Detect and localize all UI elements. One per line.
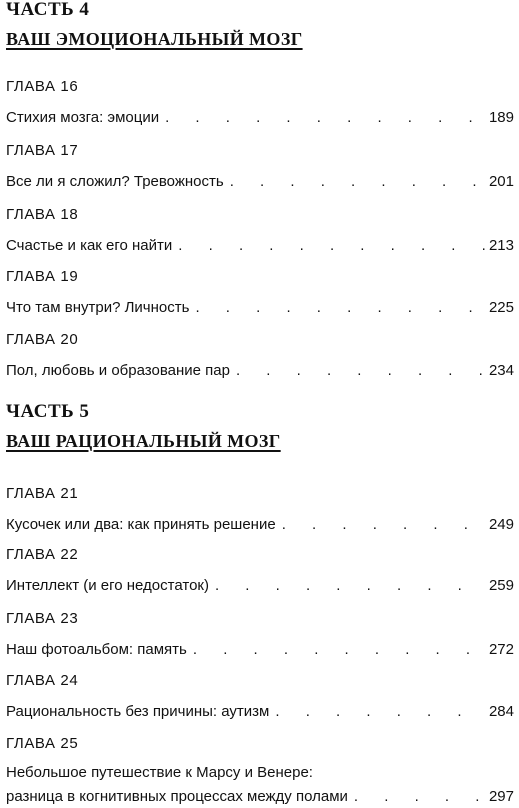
part-4-header: [6, 0, 514, 50]
dot-leader: [224, 171, 489, 193]
chapter-18[interactable]: [6, 205, 514, 257]
chapter-number: ГЛАВА 19: [6, 268, 79, 285]
chapter-title-line: разница в когнитивных процессах между полами: [6, 788, 348, 805]
chapter-title: Рациональность без причины: аутизм: [6, 703, 270, 720]
chapter-title: Интеллект (и его недостаток): [6, 577, 209, 594]
chapter-number: ГЛАВА 23: [6, 610, 79, 627]
chapter-entry-row: [6, 575, 514, 597]
chapter-number: ГЛАВА 25: [6, 735, 79, 752]
chapter-number: ГЛАВА 22: [6, 546, 79, 563]
chapter-17[interactable]: [6, 141, 514, 193]
part-label: ЧАСТЬ 4: [6, 0, 90, 20]
chapter-number: ГЛАВА 17: [6, 142, 79, 159]
chapter-number: ГЛАВА 18: [6, 206, 79, 223]
chapter-entry-row: [6, 514, 514, 536]
dot-leader: [172, 235, 489, 257]
chapter-title: Стихия мозга: эмоции: [6, 109, 160, 126]
chapter-entry-row: [6, 235, 514, 257]
chapter-title: Все ли я сложил? Тревожность: [6, 173, 224, 190]
dot-leader: [209, 575, 489, 597]
chapter-23[interactable]: [6, 609, 514, 661]
chapter-16[interactable]: [6, 77, 514, 129]
page-number: 213: [488, 237, 514, 254]
chapter-title: Кусочек или два: как принять решение: [6, 516, 276, 533]
page-number: 201: [488, 173, 514, 190]
chapter-entry-row: [6, 786, 514, 808]
dot-leader: [159, 107, 489, 129]
chapter-entry-row: [6, 107, 514, 129]
chapter-entry-row: [6, 639, 514, 661]
page-number: 272: [488, 641, 514, 658]
part-5-header: [6, 402, 514, 452]
dot-leader: [187, 639, 489, 661]
page-number: 225: [488, 299, 514, 316]
chapter-entry-row: [6, 297, 514, 319]
chapter-number: ГЛАВА 16: [6, 78, 79, 95]
chapter-entry-row: [6, 171, 514, 193]
chapter-entry-row: [6, 360, 514, 382]
page-number: 284: [488, 703, 514, 720]
chapter-title-line: Небольшое путешествие к Марсу и Венере:: [6, 764, 313, 781]
dot-leader: [189, 297, 489, 319]
page-number: 259: [488, 577, 514, 594]
chapter-22[interactable]: [6, 545, 514, 597]
page-number: 297: [488, 788, 514, 805]
chapter-title: Счастье и как его найти: [6, 237, 173, 254]
chapter-number: ГЛАВА 20: [6, 331, 79, 348]
page-number: 249: [488, 516, 514, 533]
dot-leader: [348, 786, 489, 808]
part-title: ВАШ РАЦИОНАЛЬНЫЙ МОЗГ: [6, 431, 281, 451]
chapter-19[interactable]: [6, 267, 514, 319]
chapter-number: ГЛАВА 21: [6, 485, 79, 502]
part-title: ВАШ ЭМОЦИОНАЛЬНЫЙ МОЗГ: [6, 29, 303, 49]
chapter-entry-row: [6, 701, 514, 723]
part-label: ЧАСТЬ 5: [6, 401, 90, 422]
chapter-21[interactable]: [6, 484, 514, 536]
chapter-number: ГЛАВА 24: [6, 672, 79, 689]
page-number: 189: [488, 109, 514, 126]
chapter-title: Наш фотоальбом: память: [6, 641, 187, 658]
chapter-title: Пол, любовь и образование пар: [6, 362, 230, 379]
chapter-25[interactable]: [6, 734, 514, 808]
dot-leader: [230, 360, 489, 382]
dot-leader: [269, 701, 489, 723]
dot-leader: [276, 514, 489, 536]
chapter-20[interactable]: [6, 330, 514, 382]
chapter-24[interactable]: [6, 671, 514, 723]
chapter-title: Что там внутри? Личность: [6, 299, 190, 316]
page-number: 234: [488, 362, 514, 379]
